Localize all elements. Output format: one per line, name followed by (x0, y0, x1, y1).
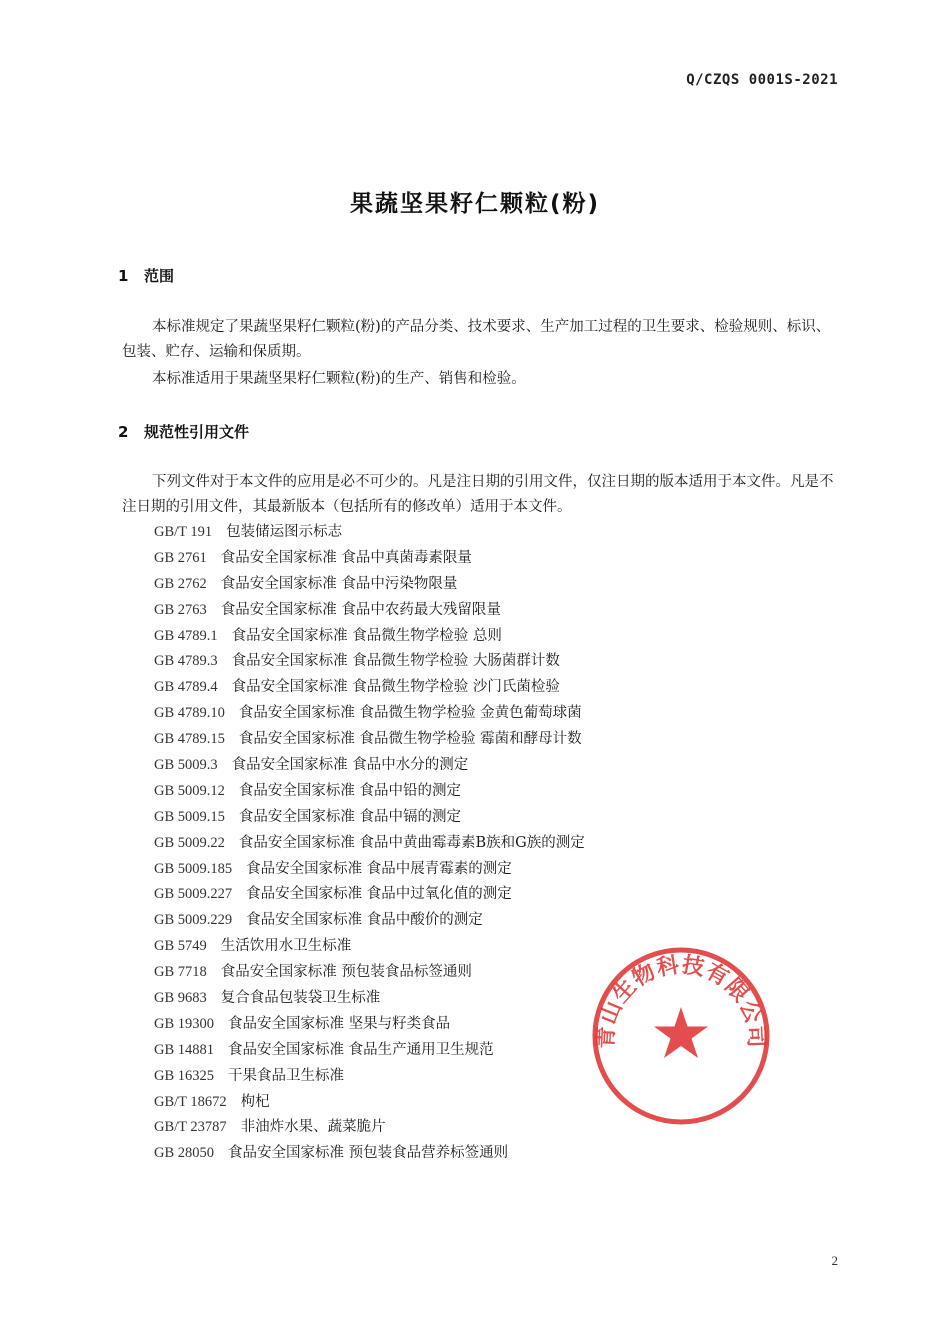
reference-item (154, 1038, 585, 1064)
section-number: 1 (118, 267, 129, 285)
reference-item (154, 727, 585, 753)
reference-title: 复合食品包装袋卫生标准 (220, 990, 381, 1007)
reference-title: 食品安全国家标准 预包装食品营养标签通则 (228, 1145, 509, 1162)
reference-item (154, 934, 585, 960)
reference-item (154, 546, 585, 572)
document-title: 果蔬坚果籽仁颗粒(粉) (349, 191, 601, 217)
reference-title: 食品安全国家标准 食品微生物学检验 沙门氏菌检验 (231, 679, 560, 696)
reference-item (154, 1141, 585, 1167)
scope-paragraph-1: 本标准规定了果蔬坚果籽仁颗粒(粉)的产品分类、技术要求、生产加工过程的卫生要求、检验规则、标识、包装、贮存、运输和保质期。 (122, 319, 831, 360)
reference-item (154, 1012, 585, 1038)
reference-code: GB 5009.185 (154, 860, 233, 877)
reference-title: 食品安全国家标准 食品微生物学检验 大肠菌群计数 (231, 653, 560, 670)
page-number: 2 (831, 1253, 838, 1268)
reference-code: GB/T 23787 (154, 1119, 227, 1136)
svg-text:青山生物科技有限公司: 青山生物科技有限公司 (593, 952, 769, 1050)
section-1-heading (118, 265, 174, 286)
reference-code: GB 2761 (154, 549, 207, 566)
reference-title: 食品安全国家标准 坚果与籽类食品 (228, 1015, 451, 1032)
reference-code: GB 14881 (154, 1041, 215, 1058)
reference-title: 食品安全国家标准 食品中酸价的测定 (246, 912, 483, 929)
reference-title: 食品安全国家标准 食品生产通用卫生规范 (228, 1041, 494, 1058)
reference-code: GB 5749 (154, 938, 207, 955)
reference-title: 非油炸水果、蔬菜脆片 (240, 1119, 386, 1136)
reference-title: 食品安全国家标准 食品微生物学检验 金黄色葡萄球菌 (238, 705, 582, 722)
reference-code: GB 9683 (154, 990, 207, 1007)
scope-paragraph-2: 本标准适用于果蔬坚果籽仁颗粒(粉)的生产、销售和检验。 (152, 371, 526, 387)
reference-code: GB 5009.15 (154, 808, 225, 825)
reference-title: 食品安全国家标准 食品微生物学检验 霉菌和酵母计数 (238, 731, 582, 748)
reference-code: GB 5009.229 (154, 912, 233, 929)
normative-references-list (154, 520, 585, 1167)
reference-item (154, 520, 585, 546)
reference-title: 食品安全国家标准 食品中展青霉素的测定 (246, 860, 512, 877)
reference-item (154, 779, 585, 805)
reference-item (154, 882, 585, 908)
reference-code: GB 5009.12 (154, 782, 225, 799)
section-2-heading (118, 421, 249, 442)
reference-code: GB 4789.1 (154, 627, 218, 644)
reference-code: GB 2763 (154, 601, 207, 618)
section-title: 范围 (144, 267, 175, 285)
reference-item (154, 908, 585, 934)
reference-code: GB 2762 (154, 575, 207, 592)
reference-title: 食品安全国家标准 食品中真菌毒素限量 (220, 549, 472, 566)
reference-code: GB/T 18672 (154, 1093, 227, 1110)
reference-code: GB/T 191 (154, 524, 213, 540)
reference-title: 生活饮用水卫生标准 (220, 938, 352, 955)
reference-item (154, 1090, 585, 1116)
reference-title: 食品安全国家标准 食品中污染物限量 (220, 575, 458, 592)
reference-title: 食品安全国家标准 预包装食品标签通则 (220, 964, 472, 981)
reference-title: 包装储运图示标志 (226, 524, 343, 540)
reference-title: 食品安全国家标准 食品中黄曲霉毒素B族和G族的测定 (238, 834, 585, 851)
reference-item (154, 1064, 585, 1090)
reference-code: GB 4789.15 (154, 731, 225, 748)
reference-title: 食品安全国家标准 食品中水分的测定 (231, 757, 469, 774)
reference-item (154, 805, 585, 831)
section-title: 规范性引用文件 (144, 423, 250, 441)
reference-code: GB 16325 (154, 1067, 215, 1084)
reference-code: GB 4789.4 (154, 679, 218, 696)
reference-title: 食品安全国家标准 食品中铅的测定 (238, 782, 462, 799)
reference-item (154, 986, 585, 1012)
reference-item (154, 857, 585, 883)
reference-item (154, 649, 585, 675)
reference-code: GB 4789.10 (154, 705, 225, 722)
reference-title: 食品安全国家标准 食品中镉的测定 (238, 808, 462, 825)
reference-item (154, 701, 585, 727)
reference-item (154, 1115, 585, 1141)
reference-title: 枸杞 (240, 1093, 270, 1110)
document-code: Q/CZQS 0001S-2021 (686, 72, 838, 88)
reference-item (154, 598, 585, 624)
reference-code: GB 28050 (154, 1145, 215, 1162)
references-intro-paragraph: 下列文件对于本文件的应用是必不可少的。凡是注日期的引用文件，仅注日期的版本适用于本文件。凡是不注日期的引用文件，其最新版本（包括所有的修改单）适用于本文件。 (122, 474, 834, 515)
reference-item (154, 960, 585, 986)
section-number: 2 (118, 423, 129, 441)
reference-code: GB 4789.3 (154, 653, 218, 670)
reference-title: 食品安全国家标准 食品中过氧化值的测定 (246, 886, 512, 903)
reference-item (154, 624, 585, 650)
reference-title: 食品安全国家标准 食品中农药最大残留限量 (220, 601, 501, 618)
reference-code: GB 5009.22 (154, 834, 225, 851)
reference-item (154, 831, 585, 857)
reference-title: 干果食品卫生标准 (228, 1067, 345, 1084)
reference-item (154, 675, 585, 701)
reference-item (154, 572, 585, 598)
reference-item (154, 753, 585, 779)
reference-code: GB 5009.3 (154, 757, 218, 774)
reference-code: GB 19300 (154, 1015, 215, 1032)
reference-title: 食品安全国家标准 食品微生物学检验 总则 (231, 627, 502, 644)
reference-code: GB 7718 (154, 964, 207, 981)
reference-code: GB 5009.227 (154, 886, 233, 903)
company-seal-stamp (590, 945, 772, 1127)
